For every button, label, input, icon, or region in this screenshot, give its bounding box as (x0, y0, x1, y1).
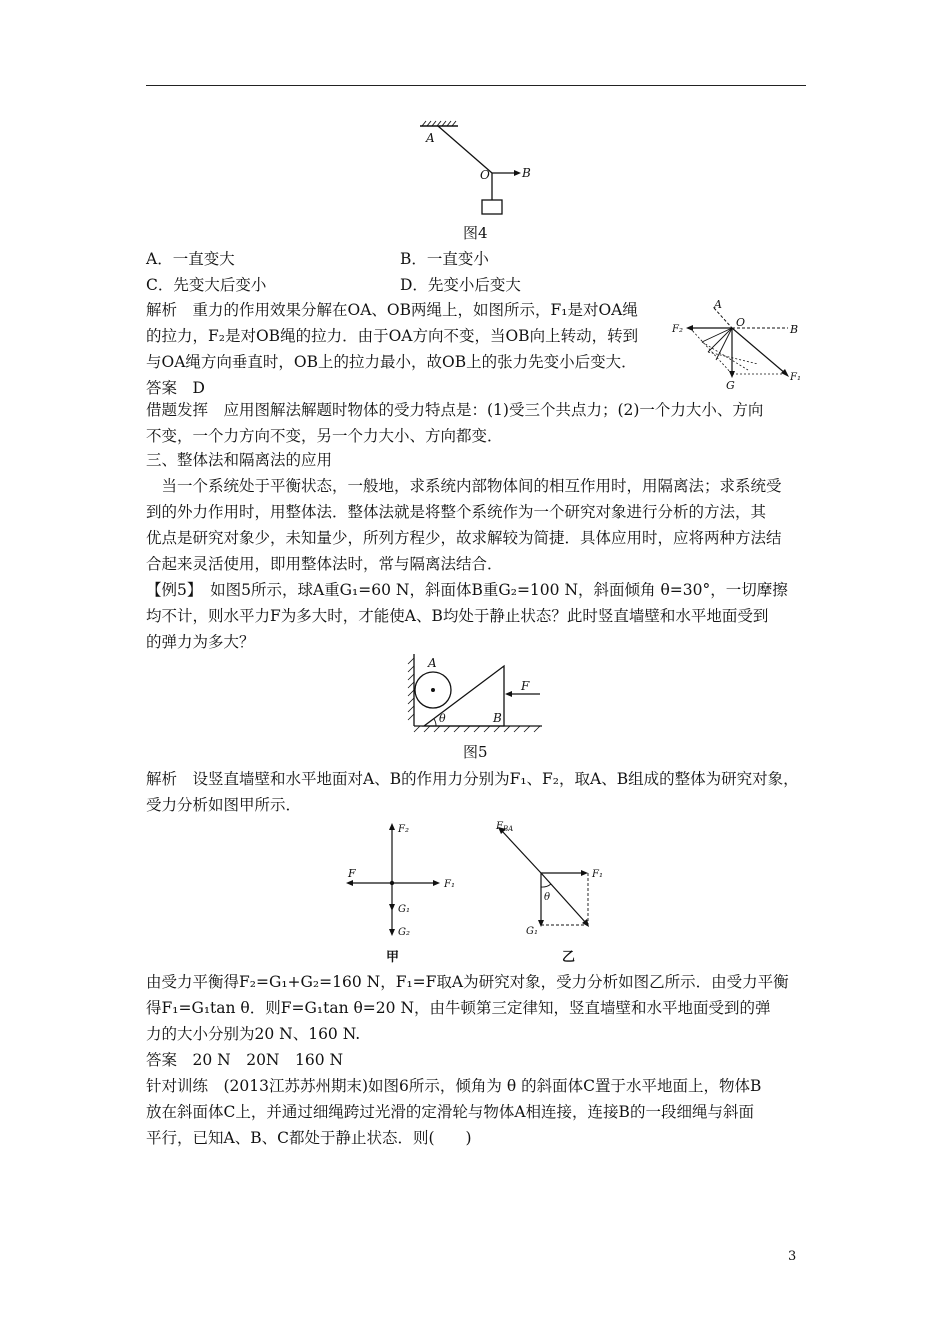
analysis-3-line-2: 得F₁=G₁tan θ．则F=G₁tan θ=20 N，由牛顿第三定律知，竖直墙壁和水平地面受到的弹 (146, 999, 771, 1017)
section-3-line-3: 优点是研究对象少，未知量少，所列方程少，故求解较为简捷．具体应用时，应将两种方法结 (146, 529, 782, 547)
fig-yi-caption: 乙 (562, 950, 576, 965)
section-3-line-4: 合起来灵活使用，即用整体法时，常与隔离法结合． (146, 555, 503, 573)
analysis-3-line-1: 由受力平衡得F₂=G₁+G₂=160 N，F₁=F取A为研究对象，受力分析如图乙所示．由受力平衡 (146, 973, 789, 991)
jia-label-g1: G₁ (398, 904, 410, 915)
option-c: C．先变大后变小 (146, 276, 267, 294)
jia-label-f2: F₂ (398, 824, 409, 835)
option-a: A．一直变大 (146, 250, 235, 268)
fig-jia-caption: 甲 (386, 950, 400, 965)
yi-label-g1: G₁ (526, 926, 538, 937)
decomp-label-f2: F₂ (672, 324, 683, 335)
tip-paragraph (146, 397, 806, 449)
fig5-caption: 图5 (463, 743, 488, 761)
option-d: D．先变小后变大 (400, 276, 521, 294)
yi-label-fba: $F_{BA}$ (496, 821, 514, 833)
yi-label-theta: θ (544, 892, 551, 903)
analysis-1-line-1: 解析 重力的作用效果分解在OA、OB两绳上，如图所示，F₁是对OA绳 (146, 301, 638, 319)
section-3-line-2: 到的外力作用时，用整体法．整体法就是将整个系统作为一个研究对象进行分析的方法，其 (146, 503, 767, 521)
figure-jia (340, 815, 460, 940)
training-line-1: 针对训练 (2013江苏苏州期末)如图6所示，倾角为 θ 的斜面体C置于水平地面上，物体B (146, 1077, 762, 1095)
decomp-label-o: O (736, 316, 746, 329)
decomp-label-g: G (726, 379, 735, 392)
jia-label-f: F (348, 867, 356, 880)
section-3-heading: 三、整体法和隔离法的应用 (146, 451, 333, 469)
fig5-label-b: B (493, 711, 502, 725)
figure-yi (488, 815, 618, 940)
page-number: 3 (788, 1249, 797, 1264)
jia-label-f1: F₁ (444, 879, 455, 890)
fig4-label-o: O (480, 168, 490, 182)
fig4-label-a: A (426, 131, 435, 145)
analysis-2-line-1: 解析 设竖直墙壁和水平地面对A、B的作用力分别为F₁、F₂，取A、B组成的整体为研究对象， (146, 770, 799, 788)
decomp-label-f1: F₁ (790, 372, 801, 383)
example-5-line-3: 的弹力为多大？ (146, 633, 255, 651)
fig4-caption: 图4 (463, 224, 488, 242)
decomp-label-a: A (714, 298, 722, 311)
tip-line-2: 不变，一个力方向不变，另一个力大小、方向都变． (146, 427, 503, 445)
example-5-line-1: 【例5】 如图5所示，球A重G₁=60 N，斜面体B重G₂=100 N，斜面倾角 θ=30°，一切摩擦 (146, 581, 788, 599)
analysis-1-line-2: 的拉力，F₂是对OB绳的拉力．由于OA方向不变，当OB向上转动，转到 (146, 327, 639, 345)
jia-label-g2: G₂ (398, 927, 410, 938)
figure-5 (400, 650, 550, 738)
option-b: B．一直变小 (400, 250, 489, 268)
example-5-line-2: 均不计，则水平力F为多大时，才能使A、B均处于静止状态？此时竖直墙壁和水平地面受到 (146, 607, 769, 625)
training-line-3: 平行，已知A、B、C都处于静止状态．则( ) (146, 1129, 472, 1147)
analysis-3-answer: 答案 20 N 20N 160 N (146, 1051, 344, 1069)
analysis-2-line-2: 受力分析如图甲所示． (146, 796, 302, 814)
fig5-label-theta: θ (439, 712, 446, 725)
example-5 (146, 577, 806, 655)
fig5-label-a: A (428, 656, 437, 670)
section-3 (146, 447, 806, 577)
analysis-3-line-3: 力的大小分别为20 N、160 N. (146, 1025, 361, 1043)
tip-line-1: 借题发挥 应用图解法解题时物体的受力特点是：(1)受三个共点力；(2)一个力大小、方向 (146, 401, 764, 419)
section-3-line-1: 当一个系统处于平衡状态，一般地，求系统内部物体间的相互作用时，用隔离法；求系统受 (146, 477, 782, 495)
analysis-2 (146, 766, 806, 818)
analysis-1-line-3: 与OA绳方向垂直时，OB上的拉力最小，故OB上的张力先变小后变大． (146, 353, 637, 371)
analysis-1-answer: 答案 D (146, 379, 205, 397)
fig4-label-b: B (522, 166, 531, 180)
fig5-label-f: F (521, 679, 530, 693)
training-line-2: 放在斜面体C上，并通过细绳跨过光滑的定滑轮与物体A相连接，连接B的一段细绳与斜面 (146, 1103, 754, 1121)
analysis-1 (146, 297, 666, 401)
yi-label-f1: F₁ (592, 869, 603, 880)
header-rule (146, 85, 806, 86)
figure-force-decomposition (668, 298, 808, 393)
analysis-3 (146, 969, 806, 1073)
training (146, 1073, 806, 1151)
figure-4 (410, 118, 550, 218)
decomp-label-b: B (790, 323, 799, 336)
